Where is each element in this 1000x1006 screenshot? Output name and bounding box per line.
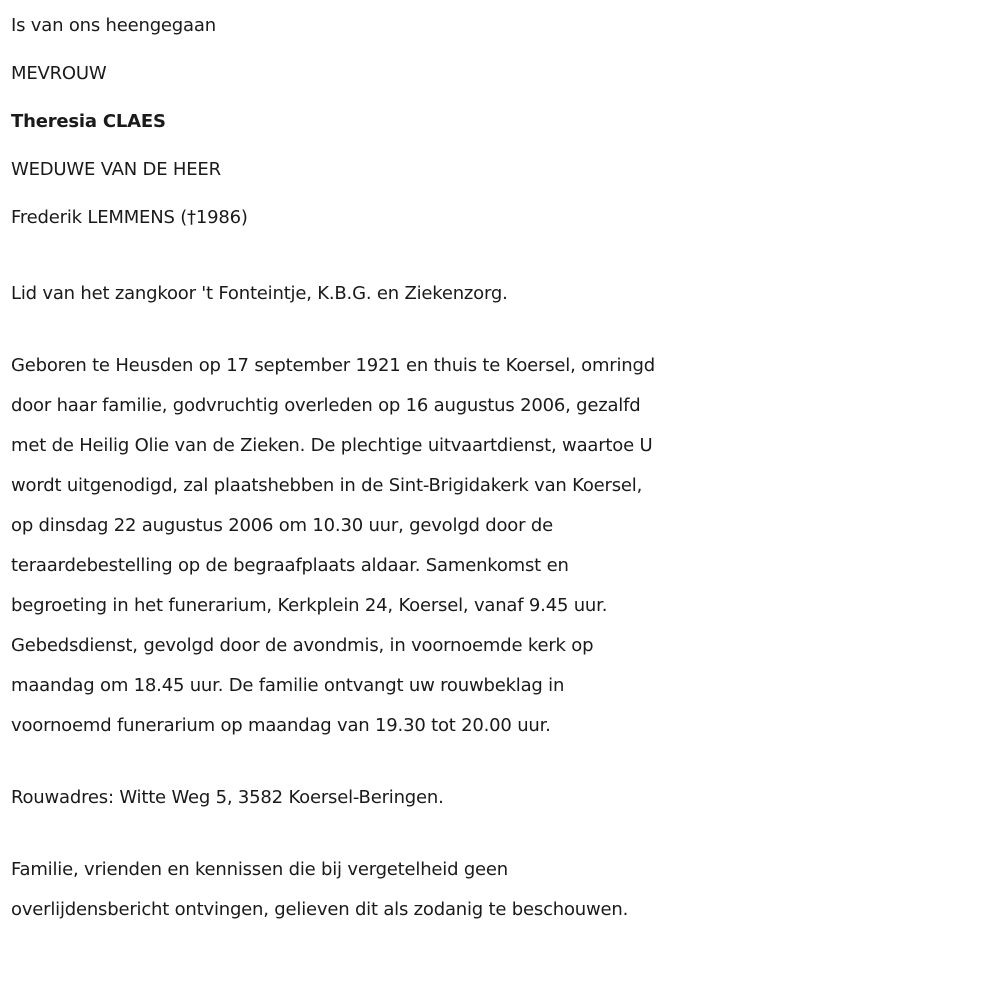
- body-line: met de Heilig Olie van de Zieken. De plechtige uitvaartdienst, waartoe U: [11, 435, 653, 456]
- widow-line: WEDUWE VAN DE HEER: [11, 159, 221, 180]
- honorific-title: MEVROUW: [11, 63, 107, 84]
- spouse-name: Frederik LEMMENS (†1986): [11, 207, 248, 228]
- obituary-notice: [11, 0, 991, 930]
- body-line: voornoemd funerarium op maandag van 19.30 tot 20.00 uur.: [11, 715, 551, 736]
- body-paragraph: [11, 346, 991, 746]
- closing-paragraph: [11, 850, 991, 930]
- spacer: [11, 314, 991, 346]
- closing-line: overlijdensbericht ontvingen, gelieven dit als zodanig te beschouwen.: [11, 899, 629, 920]
- deceased-name: Theresia CLAES: [11, 111, 166, 132]
- body-line: maandag om 18.45 uur. De familie ontvangt uw rouwbeklag in: [11, 675, 565, 696]
- body-line: teraardebestelling op de begraafplaats aldaar. Samenkomst en: [11, 555, 569, 576]
- spacer: [11, 242, 991, 274]
- body-line: door haar familie, godvruchtig overleden op 16 augustus 2006, gezalfd: [11, 395, 641, 416]
- body-line: Geboren te Heusden op 17 september 1921 en thuis te Koersel, omringd: [11, 355, 655, 376]
- intro-text: Is van ons heengegaan: [11, 15, 216, 36]
- membership-text: Lid van het zangkoor 't Fonteintje, K.B.G. en Ziekenzorg.: [11, 283, 508, 304]
- closing-line: Familie, vrienden en kennissen die bij vergetelheid geen: [11, 859, 509, 880]
- body-line: Gebedsdienst, gevolgd door de avondmis, in voornoemde kerk op: [11, 635, 594, 656]
- body-line: begroeting in het funerarium, Kerkplein 24, Koersel, vanaf 9.45 uur.: [11, 595, 608, 616]
- body-line: wordt uitgenodigd, zal plaatshebben in de Sint-Brigidakerk van Koersel,: [11, 475, 643, 496]
- spacer: [11, 818, 991, 850]
- body-line: op dinsdag 22 augustus 2006 om 10.30 uur, gevolgd door de: [11, 515, 553, 536]
- spacer: [11, 746, 991, 778]
- mourning-address: Rouwadres: Witte Weg 5, 3582 Koersel-Beringen.: [11, 787, 444, 808]
